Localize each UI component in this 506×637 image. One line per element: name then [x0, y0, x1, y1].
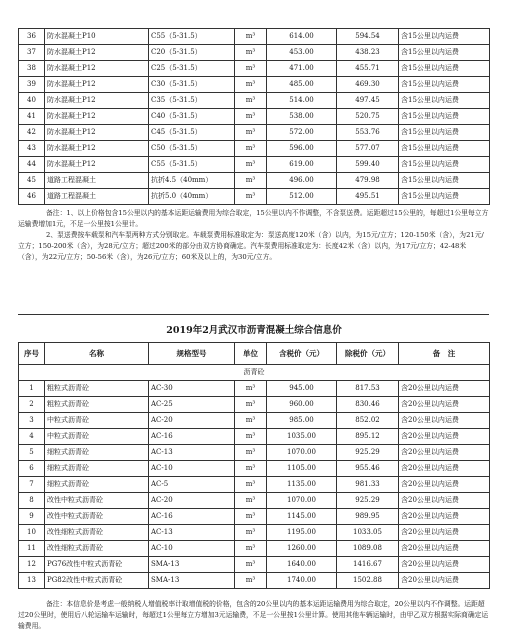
cell-no: 2: [19, 396, 45, 412]
concrete-note-2: 2、泵送费按车载泵和汽车泵两种方式分别取定。车载泵费用标准取定为：泵送高度120米（含）以内，为15元/立方；120-150米（含），为21元/立方；150-200米（含），为28元/立方；超过200米的部分由双方协商确定。汽车泵费用标准取定为：长度42米（含）以内，为17元/立方；42-48米（含），为22元/立方；50-56米（含），为26元/立方；60米及以上的，为30元/立方。: [18, 231, 484, 261]
cell-remark: 含20公里以内运费: [399, 524, 490, 540]
cell-remark: 含20公里以内运费: [399, 572, 490, 588]
cell-notax: 438.23: [337, 45, 399, 61]
cell-name: 改性中粒式沥青砼: [45, 492, 149, 508]
cell-remark: 含20公里以内运费: [399, 396, 490, 412]
cell-unit: m³: [235, 125, 267, 141]
concrete-row: [19, 173, 490, 189]
cell-unit: m³: [235, 157, 267, 173]
cell-name: 改性细粒式沥青砼: [45, 540, 149, 556]
cell-tax: 614.00: [267, 29, 337, 45]
header-no: 序号: [19, 342, 45, 364]
cell-no: 43: [19, 141, 45, 157]
cell-no: 6: [19, 460, 45, 476]
cell-unit: m³: [235, 492, 267, 508]
asphalt-row: [19, 492, 490, 508]
cell-unit: m³: [235, 428, 267, 444]
cell-name: 道路工程混凝土: [45, 173, 149, 189]
cell-name: 改性中粒式沥青砼: [45, 508, 149, 524]
cell-unit: m³: [235, 173, 267, 189]
cell-unit: m³: [235, 29, 267, 45]
cell-tax: 572.00: [267, 125, 337, 141]
asphalt-table-title: 2019年2月武汉市沥青混凝土综合信息价: [19, 314, 490, 342]
cell-notax: 925.29: [337, 492, 399, 508]
asphalt-row: [19, 396, 490, 412]
concrete-row: [19, 61, 490, 77]
cell-no: 3: [19, 412, 45, 428]
asphalt-row: [19, 540, 490, 556]
cell-remark: 含15公里以内运费: [399, 29, 490, 45]
cell-notax: 455.71: [337, 61, 399, 77]
cell-notax: 577.07: [337, 141, 399, 157]
concrete-row: [19, 189, 490, 205]
cell-tax: 514.00: [267, 93, 337, 109]
cell-notax: 1502.88: [337, 572, 399, 588]
cell-no: 1: [19, 380, 45, 396]
cell-name: 防水混凝土P12: [45, 109, 149, 125]
cell-spec: 抗折5.0（40mm）: [149, 189, 235, 205]
cell-no: 13: [19, 572, 45, 588]
cell-notax: 981.33: [337, 476, 399, 492]
cell-name: 改性细粒式沥青砼: [45, 524, 149, 540]
cell-no: 4: [19, 428, 45, 444]
asphalt-row: [19, 572, 490, 588]
cell-no: 39: [19, 77, 45, 93]
cell-unit: m³: [235, 77, 267, 93]
cell-tax: 1135.00: [267, 476, 337, 492]
cell-unit: m³: [235, 141, 267, 157]
cell-tax: 485.00: [267, 77, 337, 93]
cell-tax: 1105.00: [267, 460, 337, 476]
cell-spec: C20（5-31.5）: [149, 45, 235, 61]
cell-spec: AC-16: [149, 508, 235, 524]
cell-no: 11: [19, 540, 45, 556]
cell-remark: 含20公里以内运费: [399, 476, 490, 492]
cell-spec: AC-16: [149, 428, 235, 444]
cell-no: 10: [19, 524, 45, 540]
cell-spec: AC-5: [149, 476, 235, 492]
cell-remark: 含20公里以内运费: [399, 540, 490, 556]
cell-spec: AC-20: [149, 492, 235, 508]
cell-spec: C45（5-31.5）: [149, 125, 235, 141]
cell-name: PG82改性中粒式沥青砼: [45, 572, 149, 588]
header-spec: 规格型号: [149, 342, 235, 364]
cell-tax: 496.00: [267, 173, 337, 189]
cell-no: 8: [19, 492, 45, 508]
cell-notax: 495.51: [337, 189, 399, 205]
cell-name: 防水混凝土P12: [45, 157, 149, 173]
cell-remark: 含15公里以内运费: [399, 125, 490, 141]
concrete-row: [19, 93, 490, 109]
concrete-price-table: [18, 28, 490, 205]
cell-name: 防水混凝土P12: [45, 93, 149, 109]
cell-tax: 1145.00: [267, 508, 337, 524]
header-tax-price: 含税价（元）: [267, 342, 337, 364]
cell-no: 41: [19, 109, 45, 125]
cell-notax: 469.30: [337, 77, 399, 93]
cell-notax: 594.54: [337, 29, 399, 45]
cell-remark: 含15公里以内运费: [399, 45, 490, 61]
cell-unit: m³: [235, 45, 267, 61]
cell-no: 5: [19, 444, 45, 460]
asphalt-row: [19, 476, 490, 492]
concrete-row: [19, 109, 490, 125]
cell-notax: 955.46: [337, 460, 399, 476]
cell-spec: AC-10: [149, 460, 235, 476]
cell-name: 防水混凝土P12: [45, 45, 149, 61]
cell-tax: 596.00: [267, 141, 337, 157]
cell-no: 42: [19, 125, 45, 141]
cell-spec: 抗折4.5（40mm）: [149, 173, 235, 189]
asphalt-row: [19, 556, 490, 572]
cell-unit: m³: [235, 444, 267, 460]
cell-remark: 含15公里以内运费: [399, 141, 490, 157]
cell-spec: C30（5-31.5）: [149, 77, 235, 93]
concrete-row: [19, 45, 490, 61]
cell-remark: 含15公里以内运费: [399, 77, 490, 93]
cell-tax: 1260.00: [267, 540, 337, 556]
cell-notax: 479.98: [337, 173, 399, 189]
cell-no: 37: [19, 45, 45, 61]
cell-no: 12: [19, 556, 45, 572]
cell-spec: C50（5-31.5）: [149, 141, 235, 157]
cell-unit: m³: [235, 396, 267, 412]
cell-spec: AC-13: [149, 444, 235, 460]
cell-remark: 含20公里以内运费: [399, 444, 490, 460]
cell-name: PG76改性中粒式沥青砼: [45, 556, 149, 572]
cell-remark: 含20公里以内运费: [399, 508, 490, 524]
concrete-row: [19, 125, 490, 141]
cell-tax: 1070.00: [267, 444, 337, 460]
cell-notax: 989.95: [337, 508, 399, 524]
section-label: 沥青砼: [19, 364, 490, 380]
cell-tax: 1640.00: [267, 556, 337, 572]
cell-name: 防水混凝土P12: [45, 77, 149, 93]
cell-unit: m³: [235, 109, 267, 125]
cell-no: 45: [19, 173, 45, 189]
cell-spec: C55（5-31.5）: [149, 29, 235, 45]
cell-unit: m³: [235, 508, 267, 524]
cell-remark: 含20公里以内运费: [399, 412, 490, 428]
cell-spec: AC-25: [149, 396, 235, 412]
cell-notax: 520.75: [337, 109, 399, 125]
cell-tax: 453.00: [267, 45, 337, 61]
cell-unit: m³: [235, 380, 267, 396]
concrete-row: [19, 29, 490, 45]
cell-remark: 含20公里以内运费: [399, 492, 490, 508]
cell-remark: 含15公里以内运费: [399, 173, 490, 189]
cell-name: 防水混凝土P12: [45, 141, 149, 157]
cell-no: 40: [19, 93, 45, 109]
cell-remark: 含15公里以内运费: [399, 109, 490, 125]
cell-tax: 512.00: [267, 189, 337, 205]
asphalt-row: [19, 412, 490, 428]
cell-remark: 含20公里以内运费: [399, 460, 490, 476]
cell-notax: 852.02: [337, 412, 399, 428]
cell-name: 防水混凝土P12: [45, 61, 149, 77]
cell-notax: 1416.67: [337, 556, 399, 572]
cell-remark: 含20公里以内运费: [399, 380, 490, 396]
cell-tax: 985.00: [267, 412, 337, 428]
cell-tax: 945.00: [267, 380, 337, 396]
cell-notax: 895.12: [337, 428, 399, 444]
asphalt-note: 备注：本信息价是考虑一般纳税人增值税率计取增值税的价格，包含的20公里以内的基本运距运输费用为综合取定，20公里以内不作调整。运距超过20公里时，使用后八轮运输车运输时，每超过1公里每立方增加3元运输费，不足一公里按1公里计算。使用其他车辆运输时，由甲乙双方根据实际商确定运输费用。: [18, 600, 489, 630]
cell-remark: 含15公里以内运费: [399, 157, 490, 173]
cell-unit: m³: [235, 476, 267, 492]
cell-remark: 含15公里以内运费: [399, 61, 490, 77]
cell-unit: m³: [235, 93, 267, 109]
cell-name: 细粒式沥青砼: [45, 476, 149, 492]
cell-tax: 538.00: [267, 109, 337, 125]
cell-no: 9: [19, 508, 45, 524]
cell-tax: 960.00: [267, 396, 337, 412]
cell-name: 防水混凝土P12: [45, 125, 149, 141]
cell-remark: 含20公里以内运费: [399, 428, 490, 444]
cell-spec: AC-10: [149, 540, 235, 556]
cell-name: 道路工程混凝土: [45, 189, 149, 205]
cell-tax: 1740.00: [267, 572, 337, 588]
header-notax-price: 除税价（元）: [337, 342, 399, 364]
header-name: 名称: [45, 342, 149, 364]
asphalt-row: [19, 428, 490, 444]
cell-spec: AC-20: [149, 412, 235, 428]
cell-tax: 1035.00: [267, 428, 337, 444]
asphalt-row: [19, 444, 490, 460]
cell-tax: 471.00: [267, 61, 337, 77]
cell-unit: m³: [235, 460, 267, 476]
cell-notax: 1033.05: [337, 524, 399, 540]
cell-name: 防水混凝土P10: [45, 29, 149, 45]
cell-spec: C25（5-31.5）: [149, 61, 235, 77]
cell-name: 粗粒式沥青砼: [45, 380, 149, 396]
cell-spec: C35（5-31.5）: [149, 93, 235, 109]
cell-tax: 1195.00: [267, 524, 337, 540]
cell-no: 44: [19, 157, 45, 173]
cell-name: 细粒式沥青砼: [45, 460, 149, 476]
cell-unit: m³: [235, 412, 267, 428]
cell-no: 7: [19, 476, 45, 492]
cell-no: 38: [19, 61, 45, 77]
cell-notax: 599.40: [337, 157, 399, 173]
cell-no: 46: [19, 189, 45, 205]
cell-name: 中粒式沥青砼: [45, 428, 149, 444]
cell-notax: 817.53: [337, 380, 399, 396]
concrete-row: [19, 157, 490, 173]
concrete-row: [19, 141, 490, 157]
cell-tax: 1070.00: [267, 492, 337, 508]
asphalt-row: [19, 524, 490, 540]
cell-unit: m³: [235, 556, 267, 572]
cell-spec: AC-30: [149, 380, 235, 396]
header-unit: 单位: [235, 342, 267, 364]
cell-unit: m³: [235, 572, 267, 588]
cell-spec: SMA-13: [149, 572, 235, 588]
cell-remark: 含15公里以内运费: [399, 189, 490, 205]
asphalt-row: [19, 508, 490, 524]
cell-unit: m³: [235, 540, 267, 556]
cell-unit: m³: [235, 61, 267, 77]
asphalt-price-table: [18, 314, 490, 589]
cell-name: 细粒式沥青砼: [45, 444, 149, 460]
cell-no: 36: [19, 29, 45, 45]
cell-name: 粗粒式沥青砼: [45, 396, 149, 412]
cell-notax: 925.29: [337, 444, 399, 460]
cell-spec: AC-13: [149, 524, 235, 540]
asphalt-row: [19, 380, 490, 396]
cell-spec: SMA-13: [149, 556, 235, 572]
cell-name: 中粒式沥青砼: [45, 412, 149, 428]
cell-notax: 497.45: [337, 93, 399, 109]
cell-tax: 619.00: [267, 157, 337, 173]
cell-notax: 830.46: [337, 396, 399, 412]
cell-remark: 含20公里以内运费: [399, 556, 490, 572]
asphalt-row: [19, 460, 490, 476]
cell-spec: C55（5-31.5）: [149, 157, 235, 173]
header-remark: 备 注: [399, 342, 490, 364]
cell-remark: 含15公里以内运费: [399, 93, 490, 109]
cell-unit: m³: [235, 524, 267, 540]
cell-spec: C40（5-31.5）: [149, 109, 235, 125]
concrete-row: [19, 77, 490, 93]
concrete-note-1: 备注：1、以上价格包含15公里以内的基本运距运输费用为综合取定，15公里以内不作调整，不含泵送费。运距超过15公里的，每超过1公里每立方运输费增加1元，不足一公里按1公里计。: [18, 209, 489, 228]
cell-unit: m³: [235, 189, 267, 205]
cell-notax: 1089.08: [337, 540, 399, 556]
cell-notax: 553.76: [337, 125, 399, 141]
